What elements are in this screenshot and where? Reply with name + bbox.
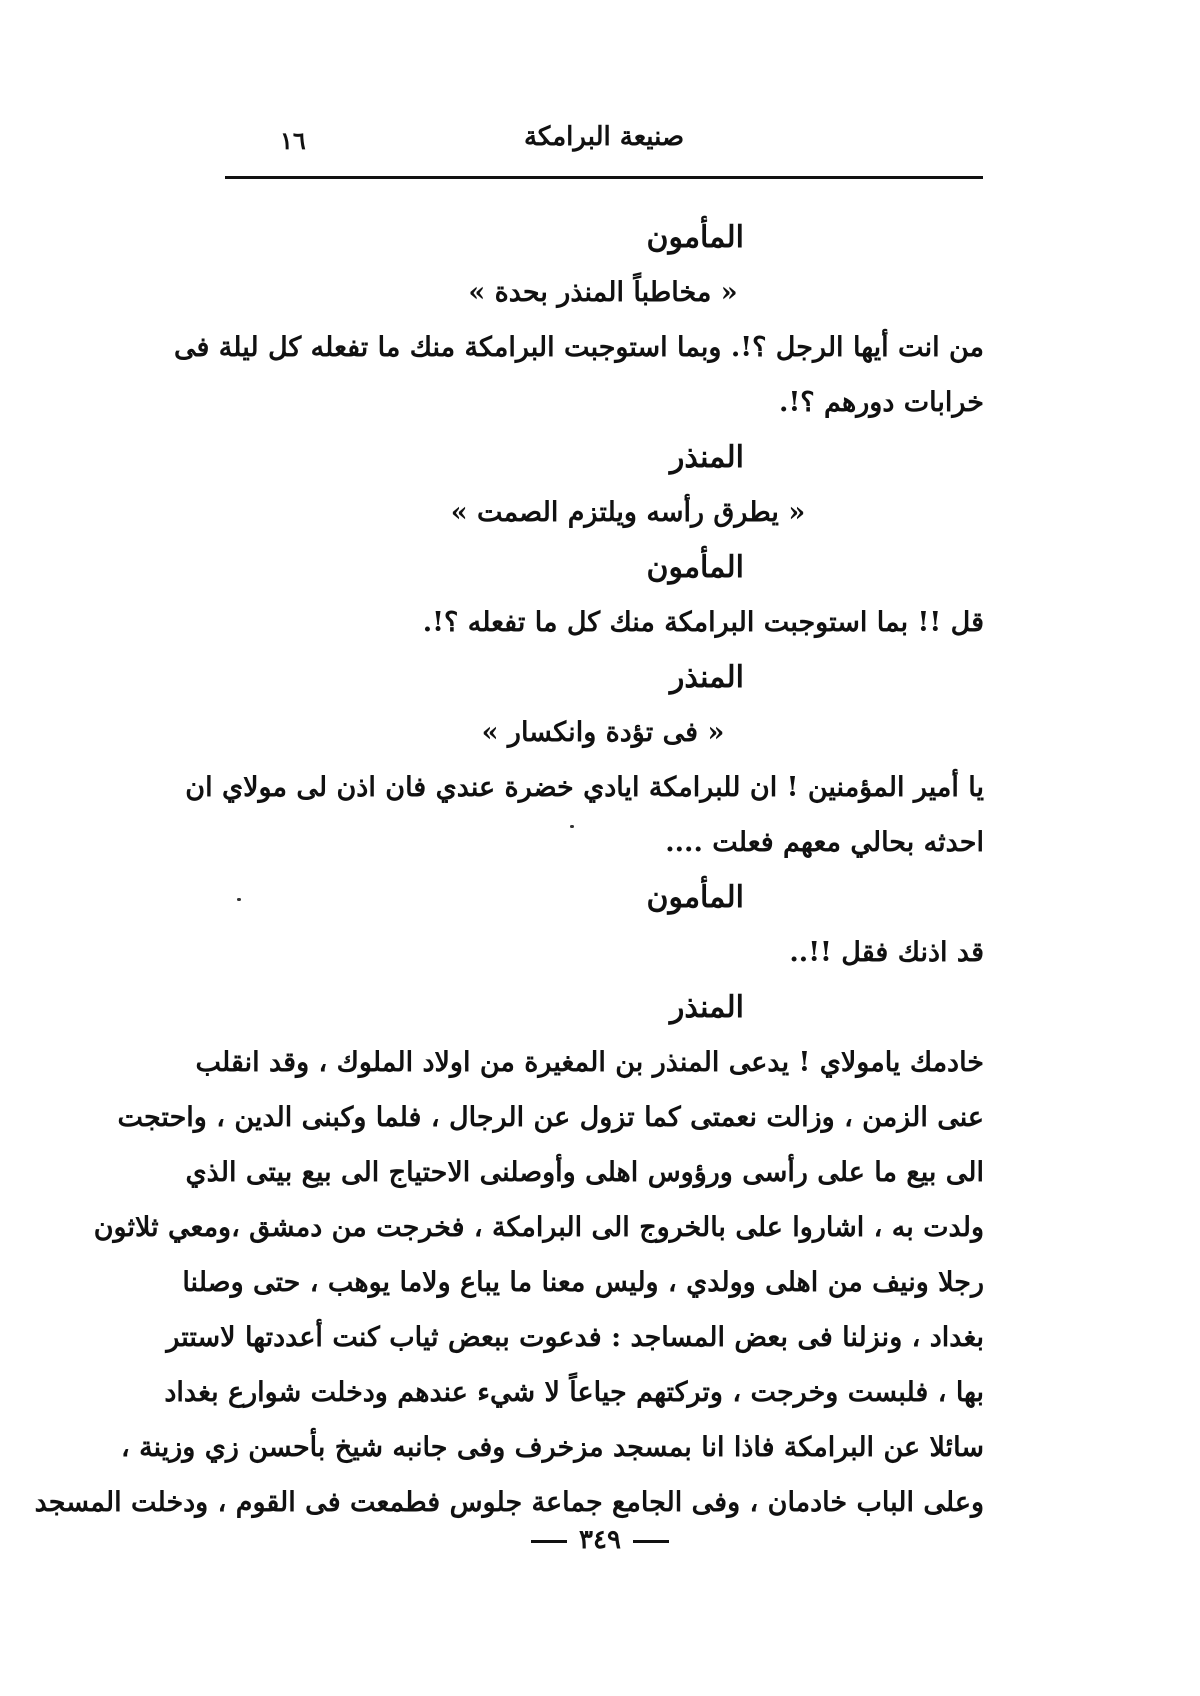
speaker-name: المأمون bbox=[646, 550, 744, 585]
dialogue-line: بغداد ، ونزلنا فى بعض المساجد : فدعوت ببعض ثياب كنت أعددتها لاستتر bbox=[166, 1322, 984, 1353]
dialogue-line: الى بيع ما على رأسى ورؤوس اهلى وأوصلنى الاحتياج الى بيع بيتى الذي bbox=[185, 1157, 984, 1188]
print-speck bbox=[237, 898, 241, 901]
speaker-name: المنذر bbox=[669, 440, 744, 475]
speaker-name: المأمون bbox=[646, 880, 744, 915]
dialogue-line: ولدت به ، اشاروا على بالخروج الى البرامكة ، فخرجت من دمشق ،ومعي ثلاثون bbox=[93, 1212, 984, 1243]
print-speck bbox=[570, 825, 574, 828]
dialogue-line: احدثه بحالي معهم فعلت .... bbox=[665, 827, 984, 858]
speaker-name: المنذر bbox=[669, 990, 744, 1025]
stage-direction: « فى تؤدة وانكسار » bbox=[481, 717, 725, 748]
footer-dash bbox=[633, 1540, 669, 1543]
dialogue-line: وعلى الباب خادمان ، وفى الجامع جماعة جلوس فطمعت فى القوم ، ودخلت المسجد bbox=[34, 1487, 984, 1518]
dialogue-line: خرابات دورهم ؟!. bbox=[779, 387, 984, 418]
page-footer bbox=[0, 1525, 1200, 1555]
speaker-name: المنذر bbox=[669, 660, 744, 695]
dialogue-line: يا أمير المؤمنين ! ان للبرامكة ايادي خضرة عندي فان اذن لى مولاي ان bbox=[185, 772, 984, 803]
dialogue-line: سائلا عن البرامكة فاذا انا بمسجد مزخرف وفى جانبه شيخ بأحسن زي وزينة ، bbox=[121, 1432, 984, 1463]
header-page-number: ١٦ bbox=[280, 126, 306, 155]
dialogue-line: من انت أيها الرجل ؟!. وبما استوجبت البرامكة منك ما تفعله كل ليلة فى bbox=[173, 332, 984, 363]
footer-page-number: ٣٤٩ bbox=[579, 1525, 621, 1555]
dialogue-line: رجلا ونيف من اهلى وولدي ، وليس معنا ما يباع ولاما يوهب ، حتى وصلنا bbox=[182, 1267, 984, 1298]
footer-dash bbox=[531, 1540, 567, 1543]
speaker-name: المأمون bbox=[646, 220, 744, 255]
stage-direction: « مخاطباً المنذر بحدة » bbox=[468, 277, 738, 308]
running-title: صنيعة البرامكة bbox=[523, 122, 685, 152]
stage-direction: « يطرق رأسه ويلتزم الصمت » bbox=[450, 497, 806, 528]
dialogue-line: قد اذنك فقل !!.. bbox=[789, 937, 984, 968]
header-rule bbox=[225, 176, 983, 179]
dialogue-line: بها ، فلبست وخرجت ، وتركتهم جياعاً لا شيء عندهم ودخلت شوارع بغداد bbox=[164, 1377, 984, 1408]
dialogue-line: خادمك يامولاي ! يدعى المنذر بن المغيرة من اولاد الملوك ، وقد انقلب bbox=[195, 1047, 984, 1078]
body-text bbox=[34, 210, 984, 1530]
dialogue-line: عنى الزمن ، وزالت نعمتى كما تزول عن الرجال ، فلما وكبنى الدين ، واحتجت bbox=[117, 1102, 984, 1133]
dialogue-line: قل !! بما استوجبت البرامكة منك كل ما تفعله ؟!. bbox=[422, 607, 984, 638]
page-header bbox=[225, 122, 983, 162]
